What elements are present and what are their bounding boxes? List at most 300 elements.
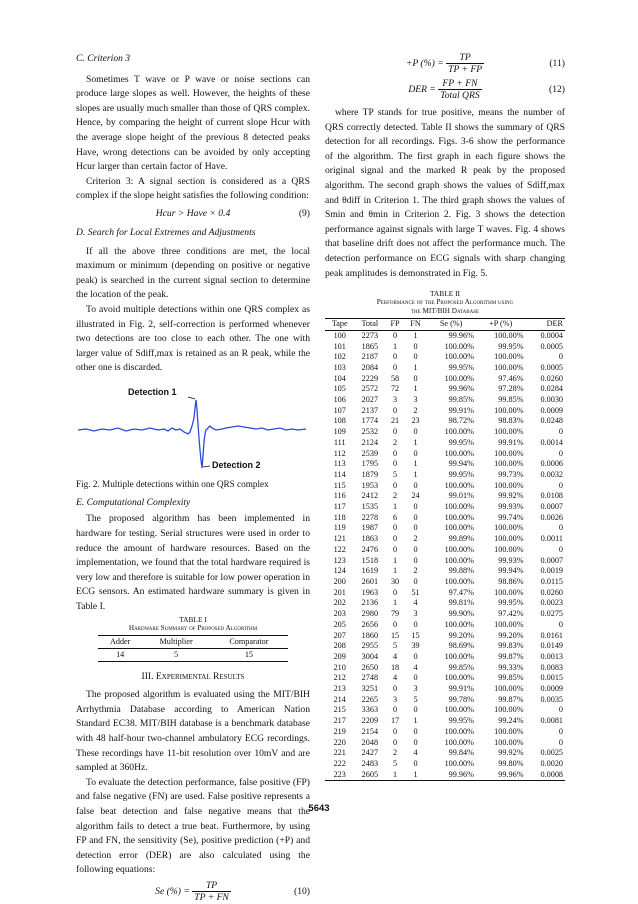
- detection-1-label: Detection 1: [128, 386, 177, 397]
- section-3-heading: III. Experimental Results: [141, 670, 245, 682]
- table-2-cell: 0: [558, 544, 563, 554]
- table-2-cell: 3251: [361, 684, 379, 694]
- table-2-cell: 0: [392, 352, 398, 362]
- table-2-cell: 117: [333, 502, 346, 512]
- table-2-cell: 21: [390, 416, 400, 426]
- table-2-row: [325, 609, 565, 620]
- table-2-cell: 0: [558, 523, 563, 533]
- equation-12-fraction: [438, 78, 481, 101]
- table-1-header-cell: Adder: [109, 636, 131, 646]
- table-1-cell: 5: [174, 649, 179, 659]
- equation-11: [325, 52, 565, 76]
- equation-9-body: Hcur > Have × 0.4: [155, 207, 231, 219]
- table-2-cell: 109: [333, 427, 346, 437]
- table-2-cell: 0: [392, 726, 398, 736]
- table-2-cell: 114: [333, 469, 346, 479]
- table-2-cell: 200: [333, 577, 346, 586]
- table-2-cell: 0: [413, 448, 418, 458]
- table-2-cell: 99.93%: [498, 555, 524, 565]
- table-2-cell: 122: [333, 544, 346, 554]
- table-2-row: [325, 566, 565, 577]
- table-1-header-row: [98, 635, 288, 648]
- table-2-cell: 104: [333, 373, 346, 383]
- table-2-cell: 1860: [361, 630, 379, 640]
- table-2-row: [325, 738, 565, 749]
- table-2-cell: 0: [558, 427, 563, 437]
- table-2-cell: 100.00%: [494, 480, 524, 490]
- table-2-cell: 2605: [361, 769, 379, 779]
- table-2-cell: 100.00%: [444, 523, 474, 533]
- section-c-paragraph-2: Criterion 3: A signal section is considered as a QRS complex if the slope height satisfies the following condition:: [76, 175, 310, 202]
- detection-2-pointer: [203, 466, 210, 467]
- table-2-cell: 0.0008: [540, 769, 563, 779]
- table-2-cell: 213: [333, 684, 346, 694]
- table-2-cell: 0: [392, 448, 398, 458]
- table-2-cell: 214: [333, 694, 346, 704]
- table-2-cell: 212: [333, 673, 346, 683]
- table-2-cell: 210: [333, 662, 346, 672]
- table-2-row: [325, 342, 565, 353]
- table-2-row: [325, 663, 565, 674]
- table-2-cell: 0.0161: [540, 630, 563, 640]
- table-2-row: [325, 759, 565, 770]
- table-2-cell: 2154: [361, 726, 379, 736]
- table-2-cell: 103: [333, 362, 346, 372]
- table-2-cell: 3: [392, 694, 398, 704]
- table-2-cell: 0.0007: [540, 555, 563, 565]
- table-2-row: [325, 727, 565, 738]
- table-2-row: [325, 705, 565, 716]
- table-2-subtitle-line-1: Performance of the Proposed Algorithm using: [376, 298, 514, 307]
- table-2-cell: 1: [392, 769, 398, 779]
- table-2-cell: 1: [413, 459, 418, 469]
- table-2-row: [325, 631, 565, 642]
- table-2-cell: 106: [333, 395, 346, 405]
- results-paragraph: where TP stands for true positive, means the number of QRS correctly detected. Table II shows the summary of QRS detection for all recordings. Figs. 3-6 show the performance of the algorithm. The first graph in each figure shows the original signal and the marked R peak by the proposed algorithm. The second graph shows the values of Sdiff,max and θdiff in Criterion 1. The third graph shows the values of Smin and θmin in Criterion 2. Fig. 3 shows the detection performance against signals with large T waves. Fig. 4 shows that baseline drift does not affect the performance much. The detection performance on ECG signals with sharp changing peak amplitudes is demonstrated in Fig. 5.: [325, 107, 565, 279]
- table-2-cell: 118: [333, 512, 346, 522]
- table-2-cell: 0.0248: [540, 416, 563, 426]
- table-1-subtitle: Hardware Summary of Proposed Algorithm: [128, 623, 258, 632]
- table-2-cell: 219: [333, 726, 346, 736]
- table-2-cell: 107: [333, 405, 346, 415]
- table-2-cell: 0: [392, 405, 398, 415]
- section-d-heading: D. Search for Local Extremes and Adjustments: [76, 226, 256, 238]
- table-2-cell: 99.96%: [448, 384, 474, 394]
- table-2-cell: 3004: [361, 651, 379, 661]
- table-2-cell: 0: [392, 684, 398, 694]
- table-2-header-cell: +P (%): [489, 319, 513, 329]
- table-1-header-cell: Comparator: [229, 636, 269, 646]
- equation-9-number: (9): [298, 207, 310, 219]
- table-2-cell: 100.00%: [444, 705, 474, 715]
- table-2-cell: 2048: [361, 737, 379, 747]
- table-2-cell: 0: [413, 480, 418, 490]
- table-2-cell: 1: [392, 566, 398, 576]
- table-2-row: [325, 641, 565, 652]
- table-2-row: [325, 427, 565, 438]
- table-2-row: [325, 449, 565, 460]
- table-2-row: [325, 556, 565, 567]
- table-2-row: [325, 770, 565, 781]
- table-2-cell: 15: [411, 630, 420, 640]
- table-2-cell: 2137: [361, 405, 379, 415]
- equation-12-denominator: Total QRS: [440, 90, 480, 101]
- table-2-cell: 2084: [361, 362, 379, 372]
- table-2-cell: 0: [413, 427, 418, 437]
- table-2-cell: 18: [390, 662, 400, 672]
- table-2-cell: 0: [558, 737, 563, 747]
- table-2-cell: 99.96%: [448, 769, 474, 779]
- equation-9: [76, 206, 310, 222]
- equation-10-lhs: Se (%) =: [155, 885, 190, 897]
- table-2-cell: 0: [413, 352, 418, 362]
- table-2-cell: 2: [413, 405, 418, 415]
- table-2-cell: 100.00%: [444, 758, 474, 768]
- table-2-cell: 112: [333, 448, 346, 458]
- table-2-cell: 99.24%: [498, 716, 524, 726]
- table-2-cell: 1: [413, 437, 418, 447]
- table-2-cell: 0: [413, 544, 418, 554]
- table-2-row: [325, 459, 565, 470]
- table-2-cell: 98.72%: [448, 416, 474, 426]
- section-d-paragraph-2: To avoid multiple detections within one QRS complex as illustrated in Fig. 2, self-correction is performed whenever two detections are too close to each other. The one with larger value of Sdiff,max is retained as an R peak, while the other one is discarded.: [76, 303, 310, 374]
- table-2-cell: 205: [333, 619, 346, 629]
- table-2-cell: 2265: [361, 694, 379, 704]
- table-2-cell: 100.00%: [444, 341, 474, 351]
- table-2-cell: 100.00%: [494, 684, 524, 694]
- table-2-cell: 100.00%: [444, 673, 474, 683]
- section-c-paragraph-1: Sometimes T wave or P wave or noise sections can produce large slopes as well. However, the heights of these slopes are usually much smaller than those of QRS complex. Hence, by comparing the height of current slope Hcur with the average slope height of the previous 8 detected peaks Have, wrong detections can be avoided by only accepting Hcur larger than certain factor of Have.: [76, 73, 310, 173]
- table-2-title: TABLE II: [430, 289, 460, 299]
- table-2-cell: 0: [392, 459, 398, 469]
- table-2-cell: 100.00%: [444, 577, 474, 586]
- table-2-cell: 2229: [361, 373, 379, 383]
- table-2-cell: 2209: [361, 716, 379, 726]
- table-2-cell: 99.95%: [448, 716, 474, 726]
- table-2-cell: 99.73%: [498, 469, 524, 479]
- table-2-cell: 203: [333, 609, 346, 619]
- table-2-cell: 98.69%: [448, 641, 474, 651]
- table-2-cell: 0.0032: [540, 469, 563, 479]
- table-2-row: [325, 577, 565, 588]
- table-2-cell: 58: [390, 373, 400, 383]
- table-2-cell: 2: [413, 534, 418, 544]
- figure-2: [76, 380, 310, 474]
- table-2-cell: 99.20%: [498, 630, 524, 640]
- table-2-cell: 99.88%: [448, 566, 474, 576]
- table-2-cell: 1: [413, 330, 418, 340]
- table-2-cell: 99.33%: [498, 662, 524, 672]
- table-2-row: [325, 502, 565, 513]
- table-2-row: [325, 652, 565, 663]
- table-2-cell: 1: [392, 598, 398, 608]
- table-2-row: [325, 588, 565, 599]
- table-2-cell: 3: [392, 395, 398, 405]
- figure-2-caption: Fig. 2. Multiple detections within one QRS complex: [76, 478, 269, 489]
- table-2-cell: 72: [390, 384, 400, 394]
- table-2-cell: 1774: [361, 416, 379, 426]
- table-2-cell: 39: [411, 641, 420, 651]
- table-2-cell: 2476: [361, 544, 379, 554]
- table-2-cell: 99.92%: [498, 491, 524, 501]
- table-2-cell: 0: [413, 705, 418, 715]
- table-2-cell: 0: [413, 577, 418, 586]
- table-2-cell: 100: [333, 330, 346, 340]
- table-2-cell: 100.00%: [494, 705, 524, 715]
- table-2-cell: 2: [392, 437, 398, 447]
- table-2-cell: 99.96%: [448, 330, 474, 340]
- table-2-cell: 0.0005: [540, 341, 563, 351]
- table-2-cell: 0: [392, 544, 398, 554]
- table-2-cell: 1: [413, 469, 418, 479]
- table-2-cell: 100.00%: [494, 587, 524, 597]
- table-2-cell: 1963: [361, 587, 379, 597]
- table-2-cell: 99.01%: [448, 491, 474, 501]
- table-2-cell: 0.0030: [540, 395, 563, 405]
- equation-10-denominator: TP + FN: [194, 891, 229, 903]
- table-2-cell: 100.00%: [444, 737, 474, 747]
- table-2-cell: 3: [413, 684, 418, 694]
- table-2-cell: 1: [392, 341, 398, 351]
- table-2-cell: 3: [413, 609, 418, 619]
- table-2-cell: 5: [392, 641, 398, 651]
- table-2-cell: 115: [333, 480, 346, 490]
- table-2-cell: 99.87%: [498, 651, 524, 661]
- table-2-cell: 2412: [361, 491, 379, 501]
- table-2-cell: 0: [413, 555, 418, 565]
- table-2-cell: 202: [333, 598, 346, 608]
- table-2-row: [325, 491, 565, 502]
- table-2-cell: 222: [333, 758, 346, 768]
- table-2-cell: 100.00%: [444, 352, 474, 362]
- equation-10-fraction: [192, 880, 231, 903]
- table-2-row: [325, 534, 565, 545]
- table-2-cell: 102: [333, 352, 346, 362]
- table-2-cell: 0.0023: [540, 598, 563, 608]
- section-c-heading: C. Criterion 3: [76, 53, 131, 64]
- table-2-row: [325, 523, 565, 534]
- table-2-cell: 2980: [361, 609, 379, 619]
- table-2-cell: 208: [333, 641, 346, 651]
- equation-10-numerator: TP: [192, 880, 231, 892]
- table-2-cell: 0: [413, 523, 418, 533]
- table-2-cell: 97.46%: [498, 373, 524, 383]
- table-2-cell: 100.00%: [494, 619, 524, 629]
- table-2-cell: 99.90%: [448, 609, 474, 619]
- table-2-cell: 221: [333, 748, 346, 758]
- ecg-waveform: [76, 380, 310, 474]
- table-2-cell: 0.0007: [540, 502, 563, 512]
- table-2-body: [325, 330, 565, 781]
- table-2-cell: 99.74%: [498, 512, 524, 522]
- table-2-cell: 23: [411, 416, 420, 426]
- table-2-cell: 99.91%: [448, 684, 474, 694]
- table-2-cell: 2273: [361, 330, 379, 340]
- table-2-cell: 100.00%: [444, 651, 474, 661]
- table-2-cell: 99.78%: [448, 694, 474, 704]
- table-2-cell: 209: [333, 651, 346, 661]
- table-2-cell: 2656: [361, 619, 379, 629]
- table-2-cell: 0: [413, 673, 418, 683]
- table-2-row: [325, 352, 565, 363]
- table-2-row: [325, 684, 565, 695]
- table-2-cell: 100.00%: [444, 619, 474, 629]
- table-2-cell: 5: [413, 694, 418, 704]
- table-2-cell: 0.0260: [540, 373, 563, 383]
- table-2-cell: 2187: [361, 352, 379, 362]
- table-2-cell: 207: [333, 630, 346, 640]
- table-2-cell: 2483: [361, 758, 379, 768]
- table-2-cell: 100.00%: [494, 330, 524, 340]
- equation-12-lhs: DER =: [408, 84, 436, 95]
- table-2-cell: 97.47%: [448, 587, 474, 597]
- table-2-cell: 2: [392, 748, 398, 758]
- left-column: [76, 52, 310, 904]
- table-2-cell: 0.0014: [540, 437, 563, 447]
- hardware-summary-table: [98, 635, 288, 662]
- table-2-cell: 79: [390, 609, 400, 619]
- table-2-cell: 99.91%: [448, 405, 474, 415]
- table-2-row: [325, 438, 565, 449]
- table-2-cell: 0: [392, 587, 398, 597]
- table-2-cell: 2539: [361, 448, 379, 458]
- table-2-cell: 0: [392, 523, 398, 533]
- table-2-cell: 99.81%: [448, 598, 474, 608]
- table-2-cell: 2955: [361, 641, 379, 651]
- table-2-cell: 99.91%: [498, 437, 524, 447]
- table-2-cell: 2650: [361, 662, 379, 672]
- page-number: 5643: [308, 803, 330, 814]
- table-2-row: [325, 620, 565, 631]
- table-2-cell: 99.95%: [448, 362, 474, 372]
- table-2-cell: 1: [392, 502, 398, 512]
- table-2-cell: 220: [333, 737, 346, 747]
- equation-12: [325, 78, 565, 102]
- detection-1-pointer: [188, 397, 195, 399]
- table-2-cell: 201: [333, 587, 346, 597]
- table-2-cell: 0.0284: [540, 384, 563, 394]
- table-2-cell: 0.0081: [540, 716, 563, 726]
- table-2-cell: 100.00%: [494, 544, 524, 554]
- table-2-cell: 15: [390, 630, 400, 640]
- table-2-cell: 17: [390, 716, 400, 726]
- table-2-cell: 100.00%: [494, 352, 524, 362]
- table-2-cell: 0.0115: [540, 577, 563, 586]
- section-d-paragraph-1: If all the above three conditions are met, the local maximum or minimum (depending on positive or negative peak) is searched in the current signal section to determine the location of the peak.: [76, 245, 310, 301]
- table-2-cell: 116: [333, 491, 346, 501]
- table-2-cell: 100.00%: [444, 427, 474, 437]
- table-2-cell: 0: [558, 448, 563, 458]
- table-2-header-row: [325, 319, 565, 331]
- table-2-cell: 0: [558, 726, 563, 736]
- table-2-cell: 111: [333, 437, 346, 447]
- table-2-cell: 99.95%: [498, 341, 524, 351]
- table-2-cell: 1518: [361, 555, 379, 565]
- table-2-cell: 51: [411, 587, 420, 597]
- table-2-cell: 0: [413, 619, 418, 629]
- table-2-cell: 3363: [361, 705, 379, 715]
- table-2-cell: 2124: [361, 437, 379, 447]
- table-2-cell: 123: [333, 555, 346, 565]
- table-2-cell: 0: [392, 362, 398, 372]
- table-2-cell: 2532: [361, 427, 379, 437]
- table-2-cell: 100.00%: [444, 726, 474, 736]
- table-2-cell: 0: [392, 737, 398, 747]
- table-2-row: [325, 545, 565, 556]
- table-1-title: TABLE I: [179, 614, 207, 624]
- table-2-row: [325, 695, 565, 706]
- table-2-cell: 0.0083: [540, 662, 563, 672]
- table-2-cell: 0.0015: [540, 673, 563, 683]
- table-2-cell: 0: [392, 534, 398, 544]
- table-2-row: [325, 374, 565, 385]
- table-2-cell: 0.0260: [540, 587, 563, 597]
- table-2-cell: 1863: [361, 534, 379, 544]
- table-2-cell: 124: [333, 566, 346, 576]
- table-2-cell: 100.00%: [494, 448, 524, 458]
- table-2-row: [325, 384, 565, 395]
- table-2-cell: 100.00%: [494, 737, 524, 747]
- table-2-cell: 217: [333, 716, 346, 726]
- table-2-cell: 100.00%: [444, 480, 474, 490]
- table-2-row: [325, 748, 565, 759]
- table-2-cell: 99.95%: [498, 598, 524, 608]
- table-2-cell: 0.0026: [540, 512, 563, 522]
- table-2-cell: 0: [413, 373, 418, 383]
- table-2-cell: 1865: [361, 341, 379, 351]
- table-2-cell: 2601: [361, 577, 379, 586]
- table-2-row: [325, 330, 565, 341]
- table-2-cell: 0: [392, 705, 398, 715]
- right-column: [325, 52, 565, 781]
- table-2-cell: 99.84%: [448, 748, 474, 758]
- table-2-row: [325, 470, 565, 481]
- table-2-cell: 2: [392, 491, 398, 501]
- table-2-cell: 100.00%: [494, 459, 524, 469]
- table-2-cell: 1: [413, 716, 418, 726]
- table-2-cell: 223: [333, 769, 346, 779]
- performance-table: [325, 318, 565, 781]
- ecg-trace: [78, 400, 306, 468]
- equation-11-numerator: TP: [446, 52, 484, 64]
- table-2-cell: 99.83%: [498, 641, 524, 651]
- table-2-cell: 0: [392, 330, 398, 340]
- table-2-cell: 99.95%: [448, 437, 474, 447]
- table-2-cell: 100.00%: [494, 726, 524, 736]
- table-2-row: [325, 673, 565, 684]
- table-2-cell: 1: [413, 362, 418, 372]
- table-2-row: [325, 395, 565, 406]
- table-2-cell: 99.93%: [498, 502, 524, 512]
- equation-11-fraction: [446, 52, 484, 75]
- table-2-cell: 2: [413, 566, 418, 576]
- table-2-cell: 0: [413, 512, 418, 522]
- equation-10: [76, 880, 310, 904]
- table-2-cell: 2572: [361, 384, 379, 394]
- table-2-cell: 1: [392, 555, 398, 565]
- table-2-cell: 4: [392, 673, 398, 683]
- table-2-cell: 0: [392, 480, 398, 490]
- table-2-cell: 0.0006: [540, 459, 563, 469]
- table-2-cell: 5: [392, 758, 398, 768]
- table-2-cell: 119: [333, 523, 346, 533]
- table-2-cell: 0.0011: [540, 534, 563, 544]
- table-2-subtitle-line-2: the MIT/BIH Database: [410, 307, 480, 316]
- table-2-cell: 99.20%: [448, 630, 474, 640]
- table-2-row: [325, 416, 565, 427]
- table-2-cell: 98.83%: [498, 416, 524, 426]
- table-2-cell: 3: [413, 395, 418, 405]
